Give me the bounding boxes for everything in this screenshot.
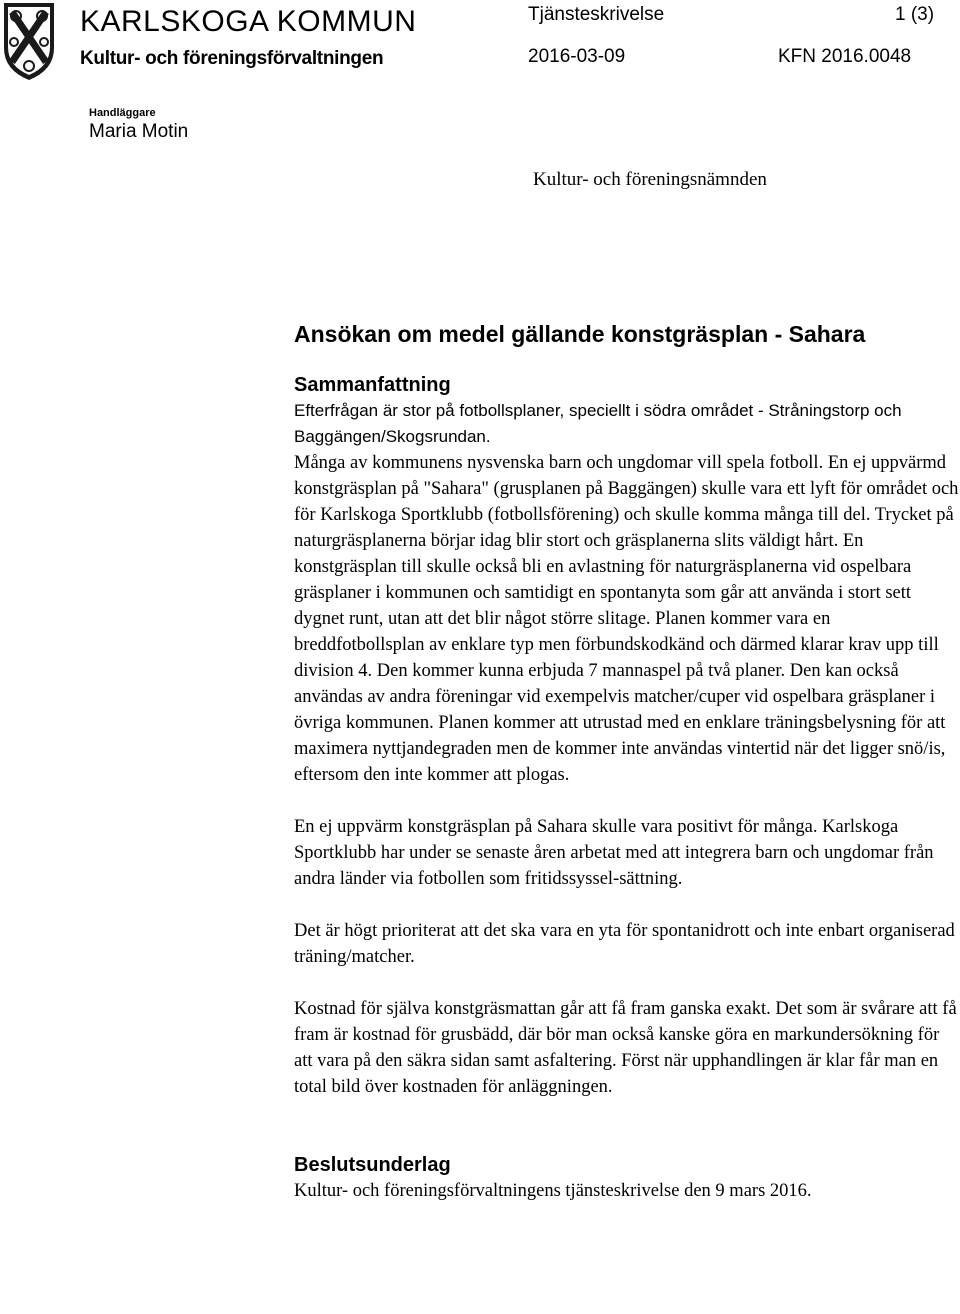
handler-name: Maria Motin [89,121,189,142]
organization-name: KARLSKOGA KOMMUN [80,5,417,38]
document-title: Ansökan om medel gällande konstgräsplan - Sahara [294,321,866,347]
document-date: 2016-03-09 [528,46,626,67]
summary-intro: Efterfrågan är stor på fotbollsplaner, speciellt i södra området - Stråningstorp och Baggängen/Skogsrundan. [294,401,902,446]
document-body [294,318,959,1204]
basis-heading: Beslutsunderlag [294,1154,451,1176]
recipient: Kultur- och föreningsnämnden [533,169,767,190]
basis-text: Kultur- och föreningsförvaltningens tjänsteskrivelse den 9 mars 2016. [294,1181,812,1201]
summary-heading: Sammanfattning [294,374,451,396]
department-name: Kultur- och föreningsförvaltningen [80,48,384,69]
paragraph: Det är högt prioriterat att det ska vara en yta för spontanidrott och inte enbart organiserad träning/matcher. [294,921,955,967]
document-type: Tjänsteskrivelse [528,4,665,25]
paragraph: Kostnad för själva konstgräsmattan går att få fram ganska exakt. Det som är svårare att få fram är kostnad för grusbädd, där bör man också kanske göra en markundersökning för att vara på den säkra sidan samt asfaltering. Först när upphandlingen är klar får man en total bild över kostnaden för anläggningen. [294,999,957,1097]
coat-of-arms-icon [0,0,58,82]
page-number: 1 (3) [895,4,935,25]
summary-body: Många av kommunens nysvenska barn och ungdomar vill spela fotboll. En ej uppvärmd konstgräsplan på "Sahara" (grusplanen på Baggängen) skulle vara ett lyft för området och för Karlskoga Sportklubb (fotbollsförening) och skulle komma många till del. Trycket på naturgräsplanerna börjar idag blir stort och gräsplanerna slits väldigt hårt. En konstgräsplan till skulle också bli en avlastning för naturgräsplanerna vid ospelbara gräsplaner i kommunen och samtidigt en spontanyta som går att använda i stort sett dygnet runt, utan att det blir något större slitage. Planen kommer vara en breddfotbollsplan av enklare typ men förbundskodkänd och därmed klarar krav upp till division 4. Den kommer kunna erbjuda 7 mannaspel på två planer. Den kan också användas av andra föreningar vid exempelvis matcher/cuper vid ospelbara gräsplaner i övriga kommunen. Planen kommer att utrustad med en enklare träningsbelysning för att maximera nyttjandegraden men de kommer inte användas vintertid när det ligger snö/is, eftersom den inte kommer att plogas. [294,453,959,785]
handler-label: Handläggare [89,107,156,119]
document-reference: KFN 2016.0048 [778,46,912,67]
paragraph: En ej uppvärm konstgräsplan på Sahara skulle vara positivt för många. Karlskoga Sportklubb har under se senaste åren arbetat med att integrera barn och ungdomar från andra länder via fotbollen som fritidssyssel-sättning. [294,817,934,889]
